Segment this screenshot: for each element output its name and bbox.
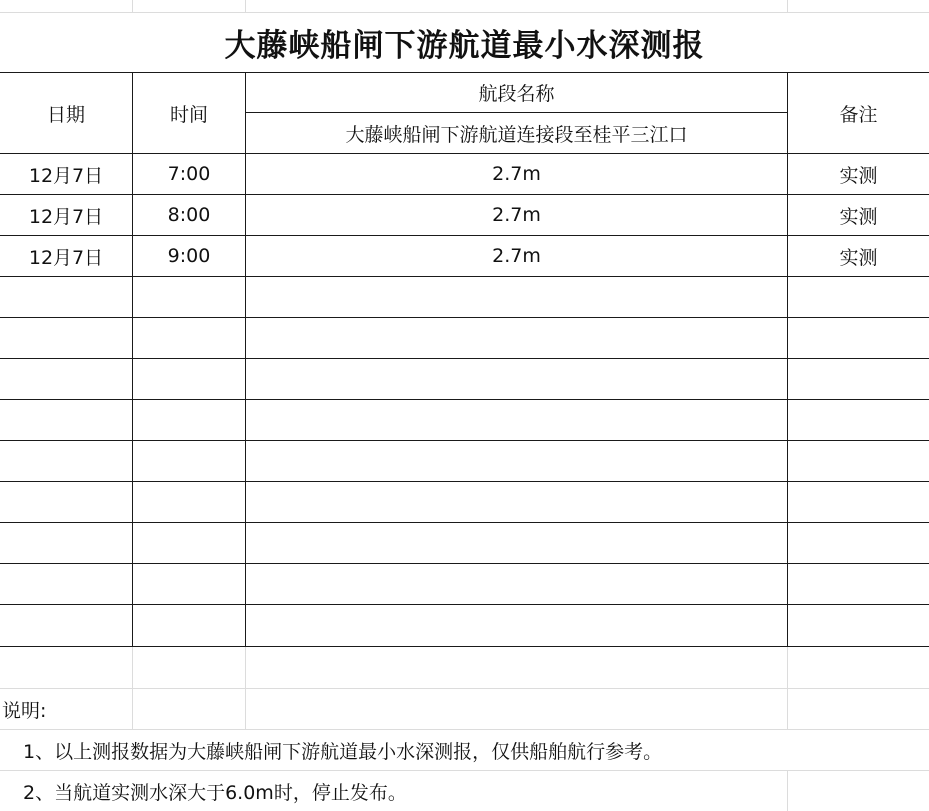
border xyxy=(0,604,929,605)
gridline xyxy=(787,647,788,729)
cell-depth: 2.7m xyxy=(492,204,541,226)
cell-depth: 2.7m xyxy=(492,163,541,185)
cell-remark: 实测 xyxy=(839,205,878,228)
cell-date: 12月7日 xyxy=(28,246,104,269)
border xyxy=(0,440,929,441)
cell-time: 8:00 xyxy=(167,204,211,226)
cell-depth: 2.7m xyxy=(492,245,541,267)
gridline xyxy=(787,0,788,12)
notes-label: 说明: xyxy=(2,699,47,722)
gridline xyxy=(787,770,788,811)
header-date: 日期 xyxy=(46,103,85,126)
gridline xyxy=(132,0,133,12)
border xyxy=(0,563,929,564)
border xyxy=(0,276,929,277)
cell-remark: 实测 xyxy=(839,164,878,187)
cell-time: 9:00 xyxy=(167,245,211,267)
gridline xyxy=(132,647,133,729)
cell-time: 7:00 xyxy=(167,163,211,185)
header-remark: 备注 xyxy=(839,103,878,126)
note-item: 1、以上测报数据为大藤峡船闸下游航道最小水深测报，仅供船舶航行参考。 xyxy=(23,740,663,763)
header-segment-group: 航段名称 xyxy=(478,83,555,105)
border xyxy=(0,317,929,318)
cell-date: 12月7日 xyxy=(28,164,104,187)
border xyxy=(0,399,929,400)
cell-remark: 实测 xyxy=(839,246,878,269)
header-segment: 大藤峡船闸下游航道连接段至桂平三江口 xyxy=(345,123,688,146)
header-time: 时间 xyxy=(169,103,208,126)
border xyxy=(0,481,929,482)
border xyxy=(0,358,929,359)
note-item: 2、当航道实测水深大于6.0m时，停止发布。 xyxy=(23,781,407,804)
gridline xyxy=(245,647,246,729)
report-title: 大藤峡船闸下游航道最小水深测报 xyxy=(224,28,705,64)
gridline xyxy=(245,0,246,12)
border xyxy=(0,522,929,523)
gridline xyxy=(0,688,929,689)
border xyxy=(0,646,929,647)
cell-date: 12月7日 xyxy=(28,205,104,228)
